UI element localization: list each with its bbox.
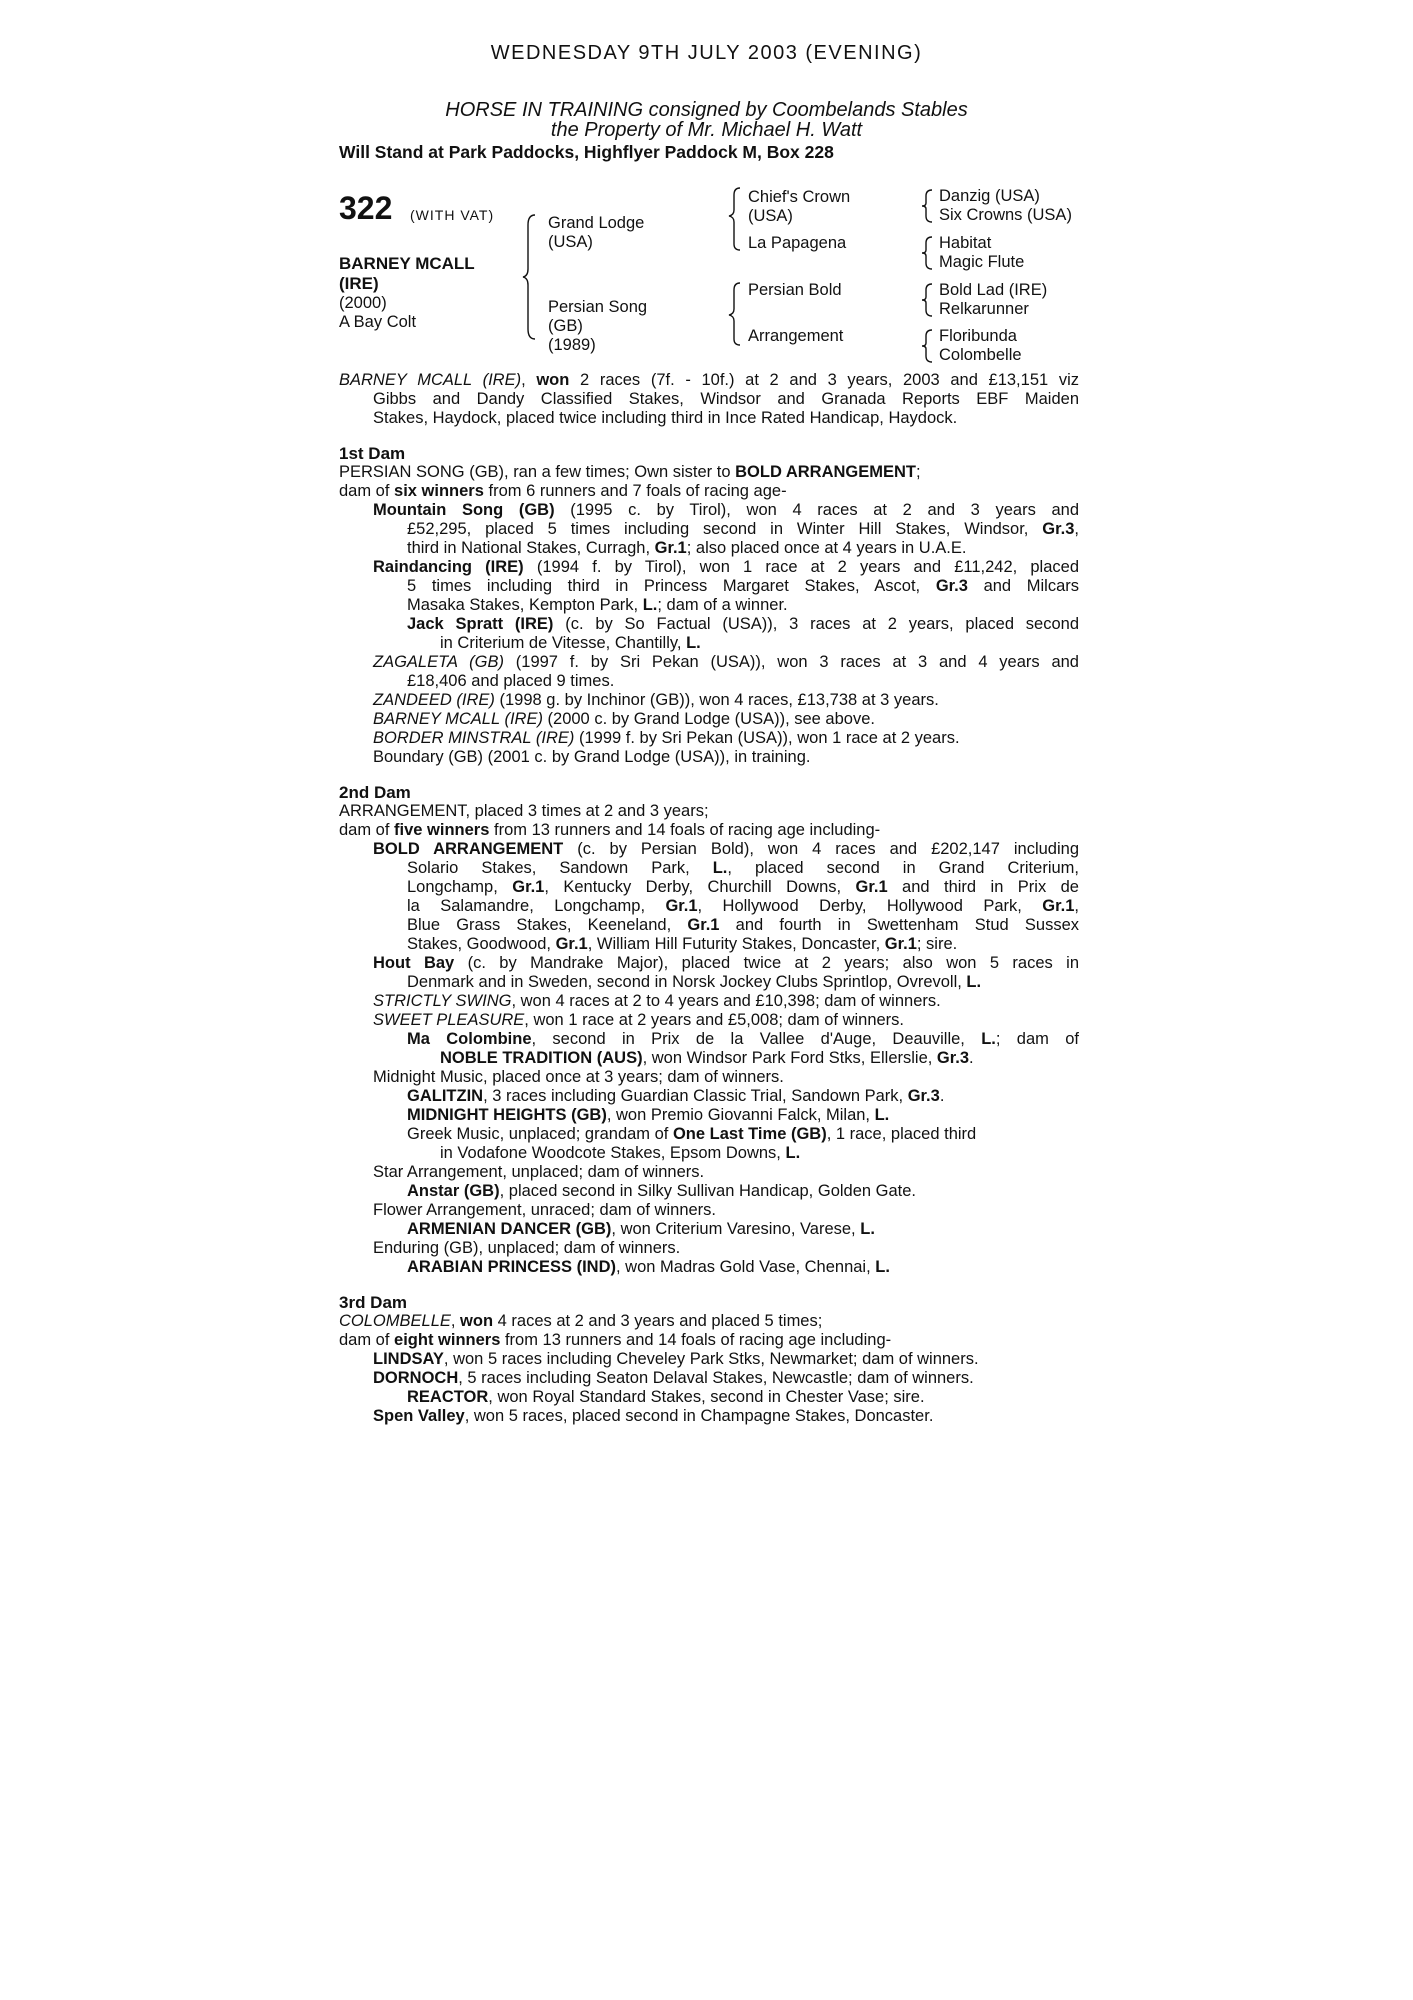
produce-line: Flower Arrangement, unraced; dam of winners. <box>373 1201 716 1219</box>
horse-details <box>339 294 416 332</box>
dam <box>548 298 647 355</box>
produce-line: ARMENIAN DANCER (GB), won Criterium Varesino, Varese, L. <box>407 1220 875 1238</box>
dam-dam-dam: Colombelle <box>939 346 1022 364</box>
produce-line: Stakes, Goodwood, Gr.1, William Hill Futurity Stakes, Doncaster, Gr.1; sire. <box>407 935 958 953</box>
sire-sire-country: (USA) <box>748 207 793 225</box>
produce-line: Masaka Stakes, Kempton Park, L.; dam of a winner. <box>407 596 788 614</box>
racing-record-line: Stakes, Haydock, placed twice including third in Ince Rated Handicap, Haydock. <box>373 409 958 427</box>
dam-year: (1989) <box>548 336 596 354</box>
dam-sire: Persian Bold <box>748 281 842 299</box>
dam-name: Persian Song <box>548 298 648 316</box>
dam-sire-dam: Relkarunner <box>939 300 1029 318</box>
produce-line: Ma Colombine, second in Prix de la Vallee d'Auge, Deauville, L.; dam of <box>407 1030 1079 1048</box>
produce-line: Anstar (GB), placed second in Silky Sullivan Handicap, Golden Gate. <box>407 1182 917 1200</box>
pedigree-brace-sire <box>728 186 744 254</box>
catalogue-body <box>339 371 1079 1426</box>
dam-line: ARRANGEMENT, placed 3 times at 2 and 3 years; <box>339 802 709 820</box>
produce-line: third in National Stakes, Curragh, Gr.1; also placed once at 4 years in U.A.E. <box>407 539 967 557</box>
dam-sire-sire: Bold Lad (IRE) <box>939 281 1048 299</box>
produce-line: Raindancing (IRE) (1994 f. by Tirol), won 1 race at 2 years and £11,242, placed <box>373 558 1080 576</box>
produce-line: Midnight Music, placed once at 3 years; dam of winners. <box>373 1068 784 1086</box>
sire-sire-sire: Danzig (USA) <box>939 187 1040 205</box>
dam-line: dam of eight winners from 13 runners and 14 foals of racing age including- <box>339 1331 892 1349</box>
racing-record-line: BARNEY MCALL (IRE), won 2 races (7f. - 10f.) at 2 and 3 years, 2003 and £13,151 viz <box>339 371 1079 389</box>
produce-line: BORDER MINSTRAL (IRE) (1999 f. by Sri Pekan (USA)), won 1 race at 2 years. <box>373 729 960 747</box>
sire-sire-dam: Six Crowns (USA) <box>939 206 1072 224</box>
produce-line: ZAGALETA (GB) (1997 f. by Sri Pekan (USA)), won 3 races at 3 and 4 years and <box>373 653 1079 671</box>
produce-line: LINDSAY, won 5 races including Cheveley Park Stks, Newmarket; dam of winners. <box>373 1350 979 1368</box>
sale-date: WEDNESDAY 9TH JULY 2003 (EVENING) <box>490 42 923 64</box>
dam-line: dam of six winners from 6 runners and 7 foals of racing age- <box>339 482 787 500</box>
produce-line: £52,295, placed 5 times including second in Winter Hill Stakes, Windsor, Gr.3, <box>407 520 1079 538</box>
produce-line: £18,406 and placed 9 times. <box>407 672 615 690</box>
produce-line: Hout Bay (c. by Mandrake Major), placed twice at 2 years; also won 5 races in <box>373 954 1079 972</box>
sire-sire <box>748 188 850 226</box>
consignor-line: HORSE IN TRAINING consigned by Coombelands Stables <box>445 99 968 121</box>
horse-name-line1: BARNEY MCALL <box>339 254 475 273</box>
produce-line: SWEET PLEASURE, won 1 race at 2 years and £5,008; dam of winners. <box>373 1011 905 1029</box>
pedigree-brace-main <box>522 213 538 341</box>
consignment-info <box>0 100 1413 140</box>
foaling-year: (2000) <box>339 294 387 312</box>
produce-line: NOBLE TRADITION (AUS), won Windsor Park Ford Stks, Ellerslie, Gr.3. <box>440 1049 974 1067</box>
sire-country: (USA) <box>548 233 593 251</box>
dam-line: COLOMBELLE, won 4 races at 2 and 3 years and placed 5 times; <box>339 1312 823 1330</box>
sire <box>548 214 644 252</box>
pedigree-brace-ss <box>920 188 934 224</box>
produce-line: Solario Stakes, Sandown Park, L., placed second in Grand Criterium, <box>407 859 1079 877</box>
sire-sire-name: Chief's Crown <box>748 188 851 206</box>
horse-name-line2: (IRE) <box>339 274 379 293</box>
section-heading-3rd-dam: 3rd Dam <box>339 1293 408 1312</box>
pedigree-brace-ds <box>920 282 934 318</box>
produce-line: GALITZIN, 3 races including Guardian Classic Trial, Sandown Park, Gr.3. <box>407 1087 945 1105</box>
horse-description: A Bay Colt <box>339 313 417 331</box>
dam-line: PERSIAN SONG (GB), ran a few times; Own sister to BOLD ARRANGEMENT; <box>339 463 921 481</box>
produce-line: in Criterium de Vitesse, Chantilly, L. <box>440 634 701 652</box>
produce-line: ARABIAN PRINCESS (IND), won Madras Gold Vase, Chennai, L. <box>407 1258 890 1276</box>
produce-line: BOLD ARRANGEMENT (c. by Persian Bold), won 4 races and £202,147 including <box>373 840 1079 858</box>
produce-line: 5 times including third in Princess Margaret Stakes, Ascot, Gr.3 and Milcars <box>407 577 1080 595</box>
produce-line: Star Arrangement, unplaced; dam of winners. <box>373 1163 705 1181</box>
section-heading-2nd-dam: 2nd Dam <box>339 783 411 802</box>
pedigree-brace-dam <box>728 281 744 349</box>
produce-line: la Salamandre, Longchamp, Gr.1, Hollywood Derby, Hollywood Park, Gr.1, <box>407 897 1079 915</box>
stand-location: Will Stand at Park Paddocks, Highflyer Paddock M, Box 228 <box>339 142 834 162</box>
sire-dam: La Papagena <box>748 234 847 252</box>
sire-name: Grand Lodge <box>548 214 645 232</box>
sire-dam-sire: Habitat <box>939 234 992 252</box>
dam-country: (GB) <box>548 317 583 335</box>
produce-line: Spen Valley, won 5 races, placed second in Champagne Stakes, Doncaster. <box>373 1407 934 1425</box>
produce-line: STRICTLY SWING, won 4 races at 2 to 4 years and £10,398; dam of winners. <box>373 992 941 1010</box>
produce-line: in Vodafone Woodcote Stakes, Epsom Downs, L. <box>440 1144 801 1162</box>
vat-note: (WITH VAT) <box>410 207 495 223</box>
produce-line: Boundary (GB) (2001 c. by Grand Lodge (USA)), in training. <box>373 748 811 766</box>
racing-record-line: Gibbs and Dandy Classified Stakes, Windsor and Granada Reports EBF Maiden <box>373 390 1079 408</box>
pedigree-brace-sd <box>920 235 934 271</box>
produce-line: DORNOCH, 5 races including Seaton Delaval Stakes, Newcastle; dam of winners. <box>373 1369 974 1387</box>
produce-line: REACTOR, won Royal Standard Stakes, second in Chester Vase; sire. <box>407 1388 925 1406</box>
dam-line: dam of five winners from 13 runners and 14 foals of racing age including- <box>339 821 881 839</box>
produce-line: MIDNIGHT HEIGHTS (GB), won Premio Giovanni Falck, Milan, L. <box>407 1106 890 1124</box>
produce-line: Blue Grass Stakes, Keeneland, Gr.1 and fourth in Swettenham Stud Sussex <box>407 916 1080 934</box>
produce-line: Jack Spratt (IRE) (c. by So Factual (USA)), 3 races at 2 years, placed second <box>407 615 1079 633</box>
dam-dam: Arrangement <box>748 327 844 345</box>
produce-line: Denmark and in Sweden, second in Norsk Jockey Clubs Sprintlop, Ovrevoll, L. <box>407 973 982 991</box>
dam-dam-sire: Floribunda <box>939 327 1017 345</box>
pedigree-brace-dd <box>920 328 934 364</box>
horse-name <box>339 254 475 294</box>
produce-line: Mountain Song (GB) (1995 c. by Tirol), won 4 races at 2 and 3 years and <box>373 501 1079 519</box>
sire-dam-dam: Magic Flute <box>939 253 1025 271</box>
produce-line: BARNEY MCALL (IRE) (2000 c. by Grand Lodge (USA)), see above. <box>373 710 875 728</box>
lot-number: 322 <box>339 190 393 226</box>
produce-line: Greek Music, unplaced; grandam of One Last Time (GB), 1 race, placed third <box>407 1125 977 1143</box>
produce-line: Enduring (GB), unplaced; dam of winners. <box>373 1239 681 1257</box>
owner-line: the Property of Mr. Michael H. Watt <box>550 119 863 141</box>
produce-line: Longchamp, Gr.1, Kentucky Derby, Churchill Downs, Gr.1 and third in Prix de <box>407 878 1079 896</box>
produce-line: ZANDEED (IRE) (1998 g. by Inchinor (GB)), won 4 races, £13,738 at 3 years. <box>373 691 939 709</box>
section-heading-1st-dam: 1st Dam <box>339 444 406 463</box>
